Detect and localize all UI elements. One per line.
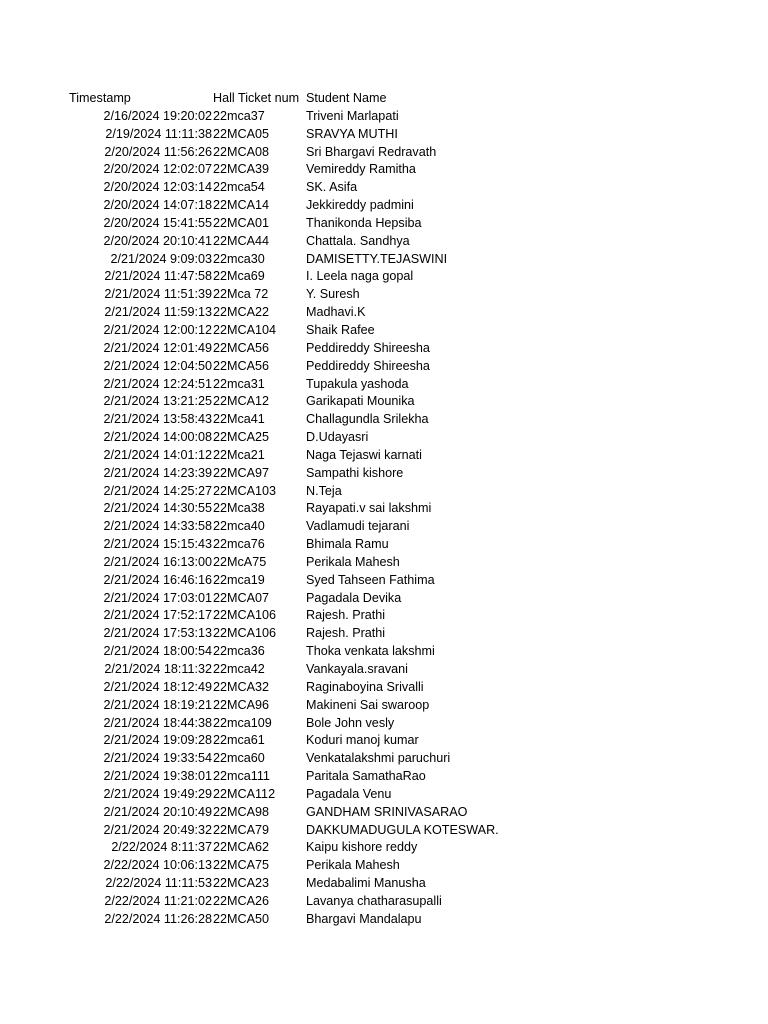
hall-ticket-cell: 22Mca69 [213,269,265,284]
student-name-cell: Peddireddy Shireesha [306,340,430,355]
student-name-cell: Perikala Mahesh [306,858,400,873]
timestamp-cell: 2/21/2024 14:33:58 [103,519,212,534]
table-body [68,108,528,929]
student-name-cell: N.Teja [306,483,342,498]
hall-ticket-cell: 22MCA50 [213,911,270,926]
student-name-cell: Perikala Mahesh [306,554,400,569]
hall-ticket-cell: 22MCA22 [213,305,270,320]
student-name-cell: DAMISETTY.TEJASWINI [306,251,448,266]
table-row [68,251,528,269]
hall-ticket-cell: 22MCA106 [213,608,277,623]
timestamp-cell: 2/21/2024 14:00:08 [103,430,212,445]
timestamp-cell: 2/21/2024 14:01:12 [103,447,212,462]
timestamp-cell: 2/16/2024 19:20:02 [103,108,212,123]
student-name-cell: Venkatalakshmi paruchuri [306,751,451,766]
student-name-cell: Sri Bhargavi Redravath [306,144,437,159]
timestamp-cell: 2/22/2024 11:21:02 [104,893,212,908]
student-name-cell: Rajesh. Prathi [306,626,386,641]
table-row [68,465,528,483]
table-row [68,697,528,715]
timestamp-cell: 2/20/2024 14:07:18 [103,198,212,213]
hall-ticket-cell: 22mca109 [213,715,272,730]
table-row [68,715,528,733]
timestamp-cell: 2/21/2024 19:49:29 [103,786,212,801]
table-row [68,286,528,304]
hall-ticket-cell: 22MCA97 [213,465,270,480]
table-row [68,911,528,929]
student-name-cell: Tupakula yashoda [306,376,409,391]
hall-ticket-cell: 22MCA56 [213,340,270,355]
hall-ticket-cell: 22Mca41 [213,412,265,427]
hall-ticket-cell: 22McA75 [213,554,267,569]
student-name-cell: Kaipu kishore reddy [306,840,418,855]
timestamp-cell: 2/22/2024 10:06:13 [103,858,212,873]
timestamp-cell: 2/22/2024 11:26:28 [104,911,212,926]
table-row [68,572,528,590]
table-row [68,358,528,376]
hall-ticket-cell: 22MCA12 [213,394,270,409]
timestamp-cell: 2/21/2024 19:38:01 [103,769,212,784]
hall-ticket-cell: 22MCA39 [213,162,270,177]
timestamp-cell: 2/21/2024 12:00:12 [103,322,212,337]
hall-ticket-cell: 22MCA14 [213,198,270,213]
timestamp-cell: 2/21/2024 13:58:43 [103,412,212,427]
timestamp-cell: 2/21/2024 11:51:39 [104,287,212,302]
hall-ticket-cell: 22MCA08 [213,144,270,159]
student-name-cell: Bhargavi Mandalapu [306,911,422,926]
student-name-cell: Triveni Marlapati [306,108,399,123]
student-name-cell: SK. Asifa [306,180,358,195]
hall-ticket-cell: 22MCA98 [213,804,270,819]
student-name-cell: Makineni Sai swaroop [306,697,430,712]
table-row [68,893,528,911]
hall-ticket-cell: 22MCA56 [213,358,270,373]
table-row [68,197,528,215]
timestamp-cell: 2/19/2024 11:11:38 [105,126,212,141]
table-row [68,179,528,197]
header-student-name: Student Name [306,91,387,105]
hall-ticket-cell: 22MCA07 [213,590,270,605]
table-row [68,554,528,572]
hall-ticket-cell: 22MCA01 [213,215,270,230]
table-row [68,161,528,179]
student-name-cell: Bhimala Ramu [306,537,389,552]
hall-ticket-cell: 22mca60 [213,751,265,766]
student-name-cell: Medabalimi Manusha [306,876,426,891]
hall-ticket-cell: 22MCA106 [213,626,277,641]
student-name-cell: Peddireddy Shireesha [306,358,430,373]
table-row [68,786,528,804]
table-row [68,768,528,786]
table-row [68,304,528,322]
student-name-cell: Raginaboyina Srivalli [306,679,424,694]
timestamp-cell: 2/20/2024 12:02:07 [103,162,212,177]
header-hall-ticket: Hall Ticket num [213,91,300,105]
timestamp-cell: 2/21/2024 18:44:38 [103,715,212,730]
table-row [68,429,528,447]
student-name-cell: I. Leela naga gopal [306,269,414,284]
timestamp-cell: 2/20/2024 12:03:14 [103,180,212,195]
hall-ticket-cell: 22mca36 [213,644,265,659]
student-name-cell: Naga Tejaswi karnati [306,447,422,462]
table-row [68,607,528,625]
table-row [68,376,528,394]
table-row [68,108,528,126]
table-row [68,679,528,697]
table-row [68,822,528,840]
student-name-cell: Vankayala.sravani [306,662,408,676]
timestamp-cell: 2/21/2024 16:46:16 [103,572,212,587]
hall-ticket-cell: 22MCA26 [213,893,270,908]
table-row [68,625,528,643]
student-name-cell: Paritala SamathaRao [306,769,426,784]
timestamp-cell: 2/20/2024 15:41:55 [103,215,212,230]
timestamp-cell: 2/21/2024 19:33:54 [103,751,212,766]
student-name-cell: Shaik Rafee [306,322,375,337]
student-name-cell: Jekkireddy padmini [306,198,414,213]
timestamp-cell: 2/21/2024 18:19:21 [103,697,212,712]
hall-ticket-cell: 22MCA05 [213,126,270,141]
timestamp-cell: 2/21/2024 11:59:13 [104,305,212,320]
timestamp-cell: 2/21/2024 16:13:00 [103,554,212,569]
hall-ticket-cell: 22Mca 72 [213,287,269,302]
table-row [68,268,528,286]
table-row [68,643,528,661]
table-row [68,750,528,768]
table-row [68,447,528,465]
hall-ticket-cell: 22mca40 [213,519,265,534]
hall-ticket-cell: 22MCA23 [213,876,270,891]
table-row [68,804,528,822]
student-name-cell: Thanikonda Hepsiba [306,215,422,230]
timestamp-cell: 2/21/2024 18:11:32 [104,662,212,676]
timestamp-cell: 2/21/2024 18:12:49 [103,679,212,694]
timestamp-cell: 2/20/2024 20:10:41 [103,233,212,248]
hall-ticket-cell: 22MCA103 [213,483,277,498]
student-name-cell: Challagundla Srilekha [306,412,429,427]
table-row [68,732,528,750]
table-row [68,500,528,518]
hall-ticket-cell: 22MCA112 [213,786,276,801]
student-name-cell: Vemireddy Ramitha [306,162,416,177]
timestamp-cell: 2/21/2024 17:03:01 [103,590,212,605]
timestamp-cell: 2/21/2024 17:52:17 [103,608,212,623]
hall-ticket-cell: 22mca30 [213,251,265,266]
timestamp-cell: 2/21/2024 14:23:39 [103,465,212,480]
table-row [68,215,528,233]
hall-ticket-cell: 22MCA44 [213,233,270,248]
hall-ticket-cell: 22MCA104 [213,322,277,337]
table-row [68,839,528,857]
student-name-cell: Lavanya chatharasupalli [306,893,442,908]
timestamp-cell: 2/20/2024 11:56:26 [104,144,212,159]
hall-ticket-cell: 22MCA79 [213,822,270,837]
student-name-cell: GANDHAM SRINIVASARAO [306,804,468,819]
timestamp-cell: 2/21/2024 19:09:28 [103,733,212,748]
student-name-cell: D.Udayasri [306,430,369,445]
table-row [68,590,528,608]
student-name-cell: Y. Suresh [306,287,360,302]
hall-ticket-cell: 22MCA25 [213,430,270,445]
timestamp-cell: 2/21/2024 12:01:49 [103,340,212,355]
student-name-cell: SRAVYA MUTHI [306,126,398,141]
timestamp-cell: 2/21/2024 9:09:03 [110,251,212,266]
student-name-cell: Rayapati.v sai lakshmi [306,501,432,516]
timestamp-cell: 2/21/2024 11:47:58 [104,269,212,284]
header-timestamp: Timestamp [69,91,131,105]
student-name-cell: Bole John vesly [306,715,395,730]
student-name-cell: Thoka venkata lakshmi [306,644,435,659]
table-row [68,233,528,251]
table-row [68,340,528,358]
hall-ticket-cell: 22MCA32 [213,679,270,694]
timestamp-cell: 2/21/2024 18:00:54 [103,644,212,659]
hall-ticket-cell: 22mca76 [213,537,265,552]
hall-ticket-cell: 22mca111 [213,769,270,784]
header-row [68,90,528,108]
student-name-cell: Rajesh. Prathi [306,608,386,623]
student-name-cell: DAKKUMADUGULA KOTESWAR. [306,822,499,837]
table-row [68,536,528,554]
student-name-cell: Vadlamudi tejarani [306,519,410,534]
hall-ticket-cell: 22Mca21 [213,447,265,462]
student-name-cell: Syed Tahseen Fathima [306,572,435,587]
table-row [68,322,528,340]
timestamp-cell: 2/21/2024 17:53:13 [103,626,212,641]
hall-ticket-cell: 22Mca38 [213,501,265,516]
table-row [68,144,528,162]
hall-ticket-cell: 22MCA96 [213,697,270,712]
hall-ticket-cell: 22MCA62 [213,840,270,855]
timestamp-cell: 2/21/2024 14:25:27 [103,483,212,498]
table-row [68,393,528,411]
timestamp-cell: 2/21/2024 15:15:43 [103,537,212,552]
table-row [68,411,528,429]
spreadsheet-table [68,90,528,929]
hall-ticket-cell: 22MCA75 [213,858,270,873]
timestamp-cell: 2/21/2024 12:24:51 [103,376,212,391]
table-row [68,875,528,893]
student-name-cell: Pagadala Venu [306,786,392,801]
student-name-cell: Pagadala Devika [306,590,402,605]
timestamp-cell: 2/21/2024 13:21:25 [103,394,212,409]
table-row [68,857,528,875]
hall-ticket-cell: 22mca19 [213,572,265,587]
student-name-cell: Garikapati Mounika [306,394,415,409]
table-row [68,661,528,679]
table-row [68,518,528,536]
student-name-cell: Chattala. Sandhya [306,233,410,248]
hall-ticket-cell: 22mca61 [213,733,265,748]
timestamp-cell: 2/21/2024 14:30:55 [103,501,212,516]
student-name-cell: Koduri manoj kumar [306,733,419,748]
table-row [68,483,528,501]
student-name-cell: Sampathi kishore [306,465,404,480]
timestamp-cell: 2/21/2024 20:10:49 [103,804,212,819]
student-name-cell: Madhavi.K [306,305,366,320]
hall-ticket-cell: 22mca37 [213,108,265,123]
hall-ticket-cell: 22mca42 [213,662,265,676]
table-row [68,126,528,144]
timestamp-cell: 2/21/2024 12:04:50 [103,358,212,373]
hall-ticket-cell: 22mca54 [213,180,265,195]
timestamp-cell: 2/22/2024 11:11:53 [105,876,212,891]
hall-ticket-cell: 22mca31 [213,376,265,391]
timestamp-cell: 2/21/2024 20:49:32 [103,822,212,837]
timestamp-cell: 2/22/2024 8:11:37 [111,840,212,855]
